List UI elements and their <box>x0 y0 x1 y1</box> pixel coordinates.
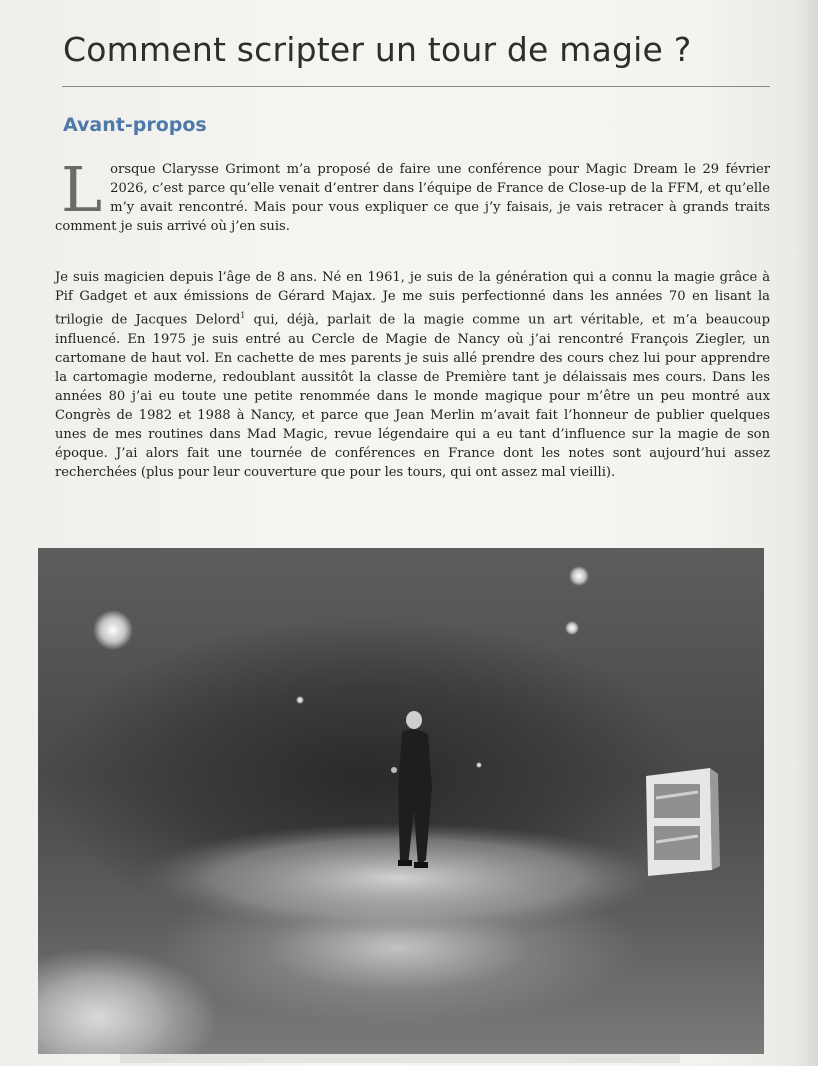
paragraph-biography-text-1: Je suis magicien depuis l’âge de 8 ans. Né en 1961, je suis de la génération qui a connu la magie grâce à Pif Gadget et aux émissions de Gérard Majax. Je me suis perfectionné dans les années 70 en lisant la trilogie de Jacques Delord <box>55 270 770 328</box>
drop-cap: L <box>61 153 103 226</box>
footnote-marker: 1 <box>240 311 246 321</box>
page-title: Comment scripter un tour de magie ? <box>63 30 692 69</box>
page-edge-shadow <box>796 0 818 1066</box>
photo-caption-bleed <box>120 1053 680 1063</box>
ceiling-light <box>565 621 579 635</box>
section-heading: Avant-propos <box>63 114 207 136</box>
stage-photo-illustration <box>38 548 764 1054</box>
ceiling-light <box>569 566 589 586</box>
paragraph-biography <box>55 268 770 482</box>
stage-prop-box <box>646 768 720 876</box>
ceiling-light <box>296 696 304 704</box>
stage-photo <box>38 548 764 1054</box>
paragraph-intro-text: orsque Clarysse Grimont m’a proposé de faire une conférence pour Magic Dream le 29 février 2026, c’est parce qu’elle venait d’entrer dans l’équipe de France de Close-up de la FFM, et qu’elle m’y avait rencontré. Mais pour vous expliquer ce que j’y faisais, je vais retracer à grands traits comment je suis arrivé où j’en suis. <box>55 162 770 235</box>
title-divider <box>62 86 770 87</box>
paragraph-intro <box>55 153 770 236</box>
ceiling-light <box>93 610 133 650</box>
paragraph-biography-text-2: qui, déjà, parlait de la magie comme un art véritable, et m’a beaucoup influencé. En 1975 je suis entré au Cercle de Magie de Nancy où j’ai rencontré François Ziegler, un cartomane de haut vol. En cachette de mes parents je suis allé prendre des cours chez lui pour apprendre la cartomagie moderne, redoublant aussitôt la classe de Première tant je délaissais mes cours. Dans les années 80 j’ai eu toute une petite renommée dans le monde magique pour m’être un peu montré aux Congrès de 1982 et 1988 à Nancy, et parce que Jean Merlin m’avait fait l’honneur de publier quelques unes de mes routines dans Mad Magic, revue légendaire qui a eu tant d’influence sur la magie de son époque. J’ai alors fait une tournée de conférences en France dont les notes sont aujourd’hui assez recherchées (plus pour leur couverture que pour les tours, qui ont assez mal vieilli). <box>55 312 770 481</box>
ceiling-light <box>476 762 482 768</box>
